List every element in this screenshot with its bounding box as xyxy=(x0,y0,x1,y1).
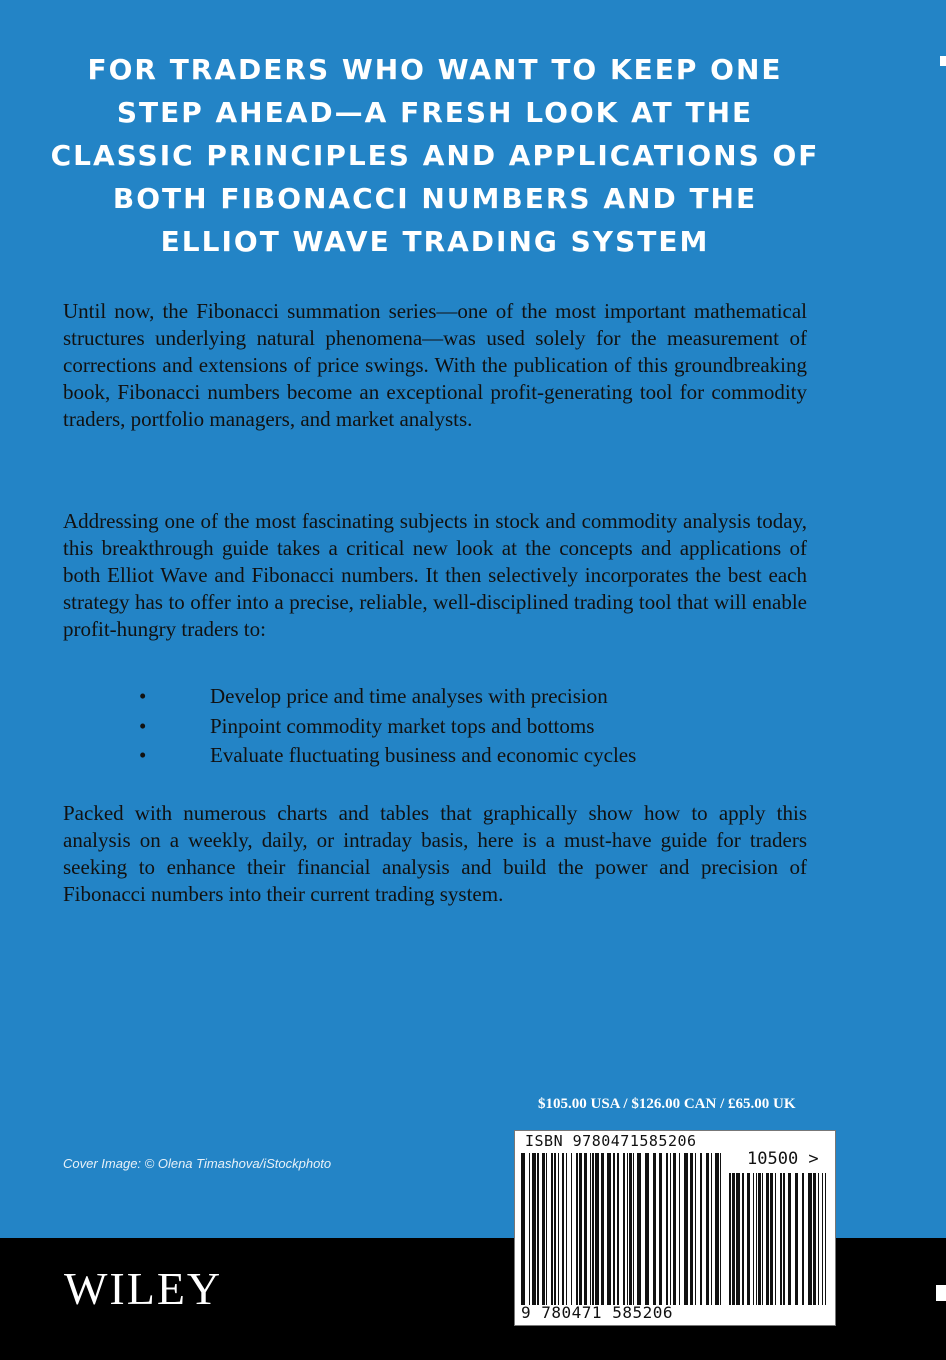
barcode-bar xyxy=(537,1153,539,1305)
list-item xyxy=(63,712,807,742)
bullet-text: Evaluate fluctuating business and economic cycles xyxy=(210,743,637,767)
barcode-bar xyxy=(770,1173,773,1305)
barcode-bar xyxy=(653,1153,656,1305)
barcode-bar xyxy=(756,1173,757,1305)
barcode-bar xyxy=(720,1153,721,1305)
barcode-bar xyxy=(780,1173,782,1305)
barcode-bar xyxy=(711,1153,712,1305)
barcode-bar xyxy=(546,1153,547,1305)
barcode-bar xyxy=(775,1173,776,1305)
barcode-bar xyxy=(532,1153,536,1305)
barcode-bar xyxy=(825,1173,826,1305)
barcode-bar xyxy=(729,1173,731,1305)
bullet-icon: • xyxy=(139,743,147,767)
barcode-bar xyxy=(633,1153,634,1305)
barcode-bar xyxy=(629,1153,632,1305)
barcode-bar xyxy=(659,1153,662,1305)
barcode-bar xyxy=(822,1173,823,1305)
barcode-bar xyxy=(758,1173,761,1305)
barcode-label xyxy=(514,1130,836,1326)
barcode-bar xyxy=(747,1173,750,1305)
barcode-addon-number: 10500 > xyxy=(747,1149,819,1169)
barcode-bar xyxy=(584,1153,587,1305)
barcode-bar xyxy=(645,1153,649,1305)
barcode-bar xyxy=(551,1153,553,1305)
barcode-bar xyxy=(783,1173,785,1305)
isbn-barcode-icon xyxy=(521,1153,721,1305)
cover-image-credit: Cover Image: © Olena Timashova/iStockphoto xyxy=(63,1156,332,1171)
barcode-bar xyxy=(529,1153,530,1305)
barcode-bar xyxy=(627,1153,628,1305)
bullet-icon: • xyxy=(139,713,147,738)
barcode-bar xyxy=(554,1153,556,1305)
barcode-bar xyxy=(732,1173,735,1305)
barcode-bar xyxy=(818,1173,819,1305)
barcode-bar xyxy=(566,1153,567,1305)
barcode-bar xyxy=(813,1173,816,1305)
barcode-bar xyxy=(601,1153,604,1305)
barcode-bar xyxy=(637,1153,641,1305)
bullet-text: Develop price and time analyses with precision xyxy=(210,684,608,708)
barcode-bar xyxy=(788,1173,791,1305)
paragraph-intro: Until now, the Fibonacci summation series—one of the most important mathematical structures underlying natural phenomena—was used solely for the measurement of corrections and extensions of price swings. With the publication of this groundbreaking book, Fibonacci numbers become an exceptional profit-generating tool for commodity traders, portfolio managers, and market analysts. xyxy=(63,299,807,431)
list-item xyxy=(63,741,807,771)
barcode-bar xyxy=(623,1153,625,1305)
barcode-bar xyxy=(690,1153,693,1305)
benefit-list xyxy=(63,682,807,771)
edge-mark-top xyxy=(940,56,946,66)
barcode-bar xyxy=(571,1153,572,1305)
barcode-bar xyxy=(742,1173,744,1305)
barcode-bar xyxy=(579,1153,582,1305)
barcode-bar xyxy=(808,1173,812,1305)
barcode-bar xyxy=(666,1153,668,1305)
barcode-bar xyxy=(562,1153,564,1305)
bullet-icon: • xyxy=(139,684,147,708)
barcode-bar xyxy=(607,1153,611,1305)
barcode-bar xyxy=(766,1173,769,1305)
price-line: $105.00 USA / $126.00 CAN / £65.00 UK xyxy=(538,1096,796,1112)
barcode-bar xyxy=(762,1173,763,1305)
publisher-logo: WILEY xyxy=(64,1263,223,1314)
barcode-bar xyxy=(715,1153,719,1305)
barcode-bar xyxy=(753,1173,754,1305)
barcode-bar xyxy=(795,1173,798,1305)
barcode-bar xyxy=(613,1153,615,1305)
barcode-bar xyxy=(695,1153,696,1305)
barcode-bar xyxy=(670,1153,671,1305)
barcode-bar xyxy=(542,1153,545,1305)
barcode-bar xyxy=(617,1153,619,1305)
isbn-text: ISBN 9780471585206 xyxy=(525,1132,697,1150)
barcode-bar xyxy=(590,1153,591,1305)
barcode-bar xyxy=(700,1153,702,1305)
bullet-text: Pinpoint commodity market tops and bottoms xyxy=(210,713,595,738)
list-item xyxy=(63,682,807,712)
edge-mark-bottom xyxy=(936,1285,946,1301)
barcode-bar xyxy=(736,1173,740,1305)
barcode-bar xyxy=(673,1153,676,1305)
paragraph-packed: Packed with numerous charts and tables that graphically show how to apply this analysis on a weekly, daily, or intraday basis, here is a must-have guide for traders seeking to enhance their financial analysis and build the power and precision of Fibonacci numbers into their current trading system. xyxy=(63,801,807,906)
barcode-number: 9 780471 585206 xyxy=(521,1303,673,1322)
barcode-bar xyxy=(592,1153,594,1305)
addon-barcode-icon xyxy=(729,1173,827,1305)
barcode-bar xyxy=(521,1153,525,1305)
paragraph-addressing: Addressing one of the most fascinating subjects in stock and commodity analysis today, this breakthrough guide takes a critical new look at the concepts and applications of both Elliot Wave and Fibonacci numbers. It then selectively incorporates the best each strategy has to offer into a precise, reliable, well-disciplined trading tool that will enable profit-hungry traders to: xyxy=(63,509,807,641)
barcode-bar xyxy=(558,1153,559,1305)
barcode-bar xyxy=(706,1153,709,1305)
barcode-bar xyxy=(802,1173,804,1305)
barcode-bar xyxy=(679,1153,680,1305)
barcode-bar xyxy=(684,1153,688,1305)
headline: FOR TRADERS WHO WANT TO KEEP ONE STEP AHEAD—A FRESH LOOK AT THE CLASSIC PRINCIPLES AND APPLICATIONS OF BOTH FIBONACCI NUMBERS AND THE ELLIOT WAVE TRADING SYSTEM xyxy=(50,53,820,258)
barcode-bar xyxy=(576,1153,578,1305)
barcode-bar xyxy=(595,1153,599,1305)
